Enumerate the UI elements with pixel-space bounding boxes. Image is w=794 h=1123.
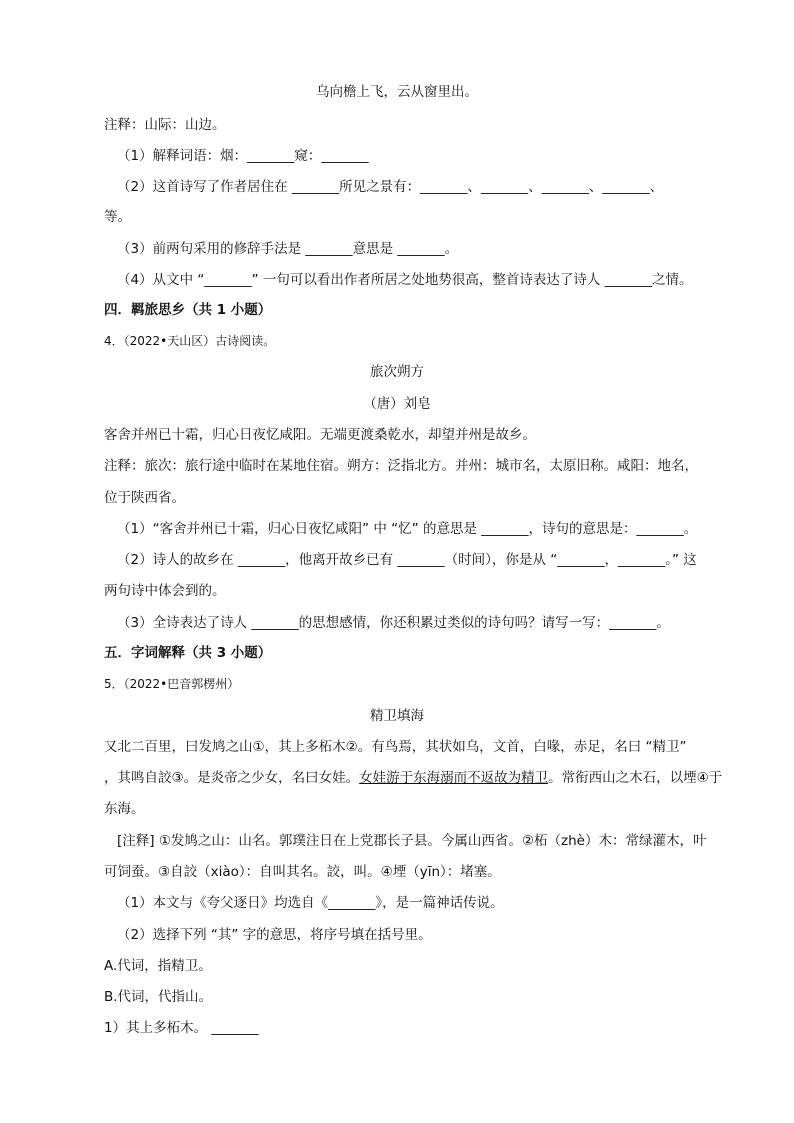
passage-text-part: 。常衔西山之木石，以堙④于 (548, 770, 723, 786)
problem-number: 5．（2022•巴音郭楞州） (104, 677, 240, 691)
annotation-cont: 可饲蚕。③自詨（xiào）：自叫其名。詨，叫。④堙（yīn）：堵塞。 (104, 864, 501, 880)
question-1: （1）本文与《夸父逐日》均选自《_______》，是一篇神话传说。 (117, 895, 504, 911)
passage-text: 又北二百里，曰发鸠之山①，其上多柘木②。有鸟焉，其状如乌，文首，白喙，赤足，名曰 “精卫” (104, 739, 687, 755)
question-3: （3）前两句采用的修辞手法是 _______意思是 _______。 (117, 241, 459, 257)
passage-text-part: ，其鸣自詨③。是炎帝之少女，名曰女娃。 (104, 770, 360, 786)
poem-line: 乌向檐上飞，云从窗里出。 (316, 84, 478, 100)
poem-title: 旅次朔方 (370, 364, 424, 380)
question-4: （4）从文中 “_______” 一句可以看出作者所居之处地势很高，整首诗表达了诗人 _______之情。 (117, 272, 693, 288)
annotation: 注释：旅次：旅行途中临时在某地住宿。朔方：泛指北方。并州：城市名，太原旧称。咸阳：地名， (104, 458, 698, 474)
question-2: （2）这首诗写了作者居住在 _______所见之景有：_______、_______、_______、_______、 (117, 179, 664, 195)
question-2: （2）诗人的故乡在 _______，他离开故乡已有 _______（时间），你是从 “_______，_______。” 这 (117, 552, 697, 568)
annotation: [注释] ①发鸠之山：山名。郭璞注日在上党郡长子县。今属山西省。②柘（zhè）木：常绿灌木，叶 (117, 833, 707, 849)
question-2-cont: 等。 (104, 209, 131, 225)
question-3: （3）全诗表达了诗人 _______的思想感情，你还积累过类似的诗句吗？请写一写：_______。 (117, 615, 670, 631)
question-1: （1）解释词语：烟：_______窥：_______ (117, 148, 369, 164)
annotation-cont: 位于陕西省。 (104, 490, 185, 506)
question-2-cont: 两句诗中体会到的。 (104, 583, 226, 599)
sub-question: 1）其上多柘木。 _______ (104, 1020, 259, 1036)
option-a: A.代词，指精卫。 (104, 958, 212, 974)
section-heading: 四．羁旅思乡（共 1 小题） (104, 302, 272, 318)
section-heading: 五．字词解释（共 3 小题） (104, 645, 272, 661)
question-1: （1）“客舍并州已十霜，归心日夜忆咸阳” 中 “忆” 的意思是 _______，诗句的意思是：_______。 (117, 521, 698, 537)
question-2: （2）选择下列 “其” 字的意思，将序号填在括号里。 (117, 927, 432, 943)
problem-number: 4．（2022•天山区）古诗阅读。 (104, 334, 276, 348)
annotation: 注释：山际：山边。 (104, 117, 226, 133)
poem-text: 客舍并州已十霜，归心日夜忆咸阳。无端更渡桑乾水，却望并州是故乡。 (104, 427, 536, 443)
passage-text (104, 768, 724, 788)
passage-text: 东海。 (104, 801, 145, 817)
underlined-sentence: 女娃游于东海溺而不返故为精卫 (359, 770, 549, 786)
poem-author: （唐）刘皂 (363, 396, 431, 412)
option-b: B.代词，代指山。 (104, 989, 213, 1005)
passage-title: 精卫填海 (370, 708, 424, 724)
